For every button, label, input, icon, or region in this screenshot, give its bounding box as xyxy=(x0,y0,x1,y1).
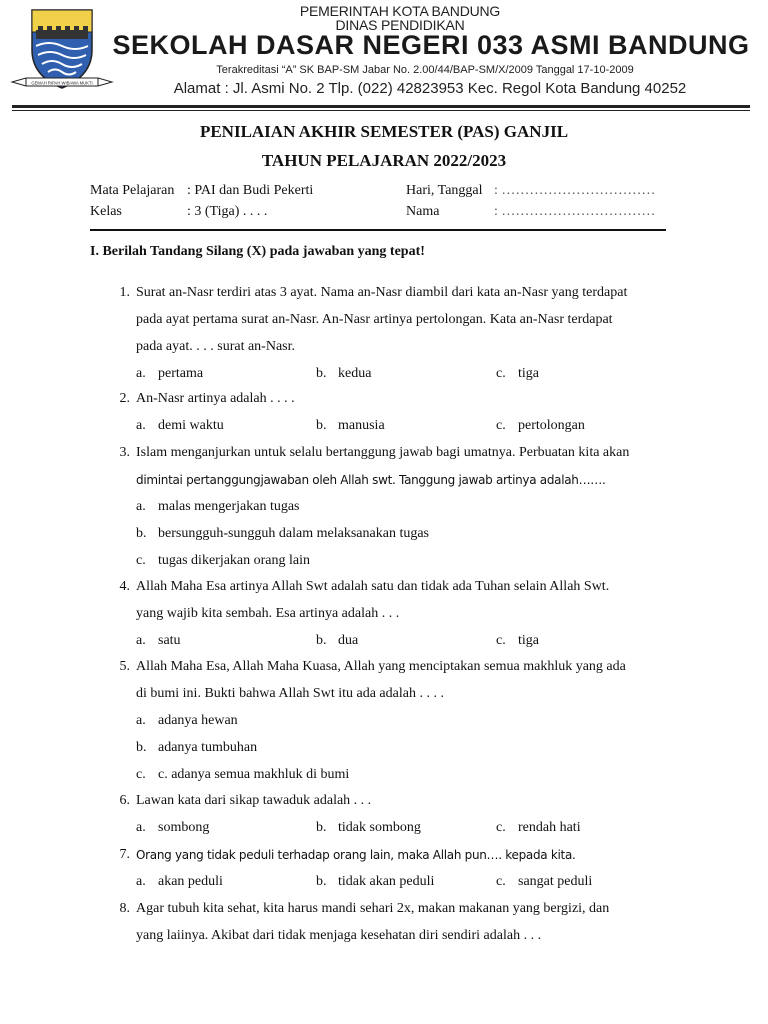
option-b: b. adanya tumbuhan xyxy=(136,740,258,755)
question-text-line: pada ayat pertama surat an-Nasr. An-Nasr artinya pertolongan. Kata an-Nasr terdapat xyxy=(136,312,613,327)
question-number: 5. xyxy=(119,659,130,674)
option-c: c. rendah hati xyxy=(496,820,581,835)
question-number: 2. xyxy=(119,391,130,406)
question-text-line: dimintai pertanggungjawaban oleh Allah swt. Tanggung jawab artinya adalah……. xyxy=(136,473,606,487)
option-b: b. bersungguh-sungguh dalam melaksanakan tugas xyxy=(136,526,429,541)
question-text-line: Orang yang tidak peduli terhadap orang lain, maka Allah pun…. kepada kita. xyxy=(136,848,576,862)
option-a: a. adanya hewan xyxy=(136,713,238,728)
question-text-line: Allah Maha Esa, Allah Maha Kuasa, Allah yang menciptakan semua makhluk yang ada xyxy=(136,659,626,674)
question-text-line: Allah Maha Esa artinya Allah Swt adalah satu dan tidak ada Tuhan selain Allah Swt. xyxy=(136,579,610,594)
subject-value: : PAI dan Budi Pekerti xyxy=(187,183,314,198)
option-a: a. akan peduli xyxy=(136,874,223,889)
question-text-line: di bumi ini. Bukti bahwa Allah Swt itu ada adalah . . . . xyxy=(136,686,444,701)
option-a: a. sombong xyxy=(136,820,210,835)
option-a: a. demi waktu xyxy=(136,418,224,433)
address-line: Alamat : Jl. Asmi No. 2 Tlp. (022) 42823953 Kec. Regol Kota Bandung 40252 xyxy=(173,80,687,97)
name-field: : …………………………… xyxy=(494,204,656,219)
question-text-line: Lawan kata dari sikap tawaduk adalah . . . xyxy=(136,793,372,808)
option-a: a. pertama xyxy=(136,366,204,381)
letterhead-rule-thick xyxy=(12,105,750,108)
question-text-line: pada ayat. . . . surat an-Nasr. xyxy=(136,339,295,354)
class-label: Kelas xyxy=(90,204,122,219)
government-name: PEMERINTAH KOTA BANDUNG xyxy=(299,3,501,19)
svg-text:GEMAH RIPAH WIBAWA MUKTI: GEMAH RIPAH WIBAWA MUKTI xyxy=(31,80,93,86)
option-c: c. tiga xyxy=(496,633,539,648)
day-date-field: : …………………………… xyxy=(494,183,656,198)
option-b: b. tidak sombong xyxy=(316,820,421,835)
option-a: a. malas mengerjakan tugas xyxy=(136,499,300,514)
question-text-line: yang laiinya. Akibat dari tidak menjaga kesehatan diri sendiri adalah . . . xyxy=(136,928,542,943)
question-text-line: yang wajib kita sembah. Esa artinya adalah . . . xyxy=(136,606,400,621)
option-c: c. tugas dikerjakan orang lain xyxy=(136,553,311,568)
question-number: 4. xyxy=(119,579,130,594)
subject-label: Mata Pelajaran xyxy=(90,183,175,198)
option-b: b. tidak akan peduli xyxy=(316,874,435,889)
option-b: b. kedua xyxy=(316,366,372,381)
header-divider xyxy=(90,229,666,231)
question-number: 6. xyxy=(119,793,130,808)
department-name: DINAS PENDIDIKAN xyxy=(335,17,465,33)
school-name: SEKOLAH DASAR NEGERI 033 ASMI BANDUNG xyxy=(112,30,750,60)
day-date-label: Hari, Tanggal xyxy=(406,183,483,198)
option-c: c. c. adanya semua makhluk di bumi xyxy=(136,767,350,782)
question-text-line: Islam menganjurkan untuk selalu bertanggung jawab bagi umatnya. Perbuatan kita akan xyxy=(136,445,630,460)
question-number: 3. xyxy=(119,445,130,460)
letterhead xyxy=(0,0,768,112)
letterhead-rule-thin xyxy=(12,110,750,111)
option-a: a. satu xyxy=(136,633,181,648)
name-label: Nama xyxy=(406,204,440,219)
accreditation-line: Terakreditasi “A” SK BAP-SM Jabar No. 2.00/44/BAP-SM/X/2009 Tanggal 17-10-2009 xyxy=(216,64,634,76)
question-text-line: An-Nasr artinya adalah . . . . xyxy=(136,391,295,406)
option-c: c. pertolongan xyxy=(496,418,585,433)
class-value: : 3 (Tiga) . . . . xyxy=(187,204,268,219)
question-number: 1. xyxy=(119,285,130,300)
option-b: b. manusia xyxy=(316,418,385,433)
option-c: c. tiga xyxy=(496,366,539,381)
section-instruction: I. Berilah Tandang Silang (X) pada jawaban yang tepat! xyxy=(90,244,425,259)
question-number: 7. xyxy=(119,847,130,862)
option-c: c. sangat peduli xyxy=(496,874,593,889)
question-text-line: Surat an-Nasr terdiri atas 3 ayat. Nama an-Nasr diambil dari kata an-Nasr yang terdapat xyxy=(136,285,628,300)
exam-title: PENILAIAN AKHIR SEMESTER (PAS) GANJIL xyxy=(199,122,569,141)
bandung-city-crest-logo xyxy=(10,6,114,98)
question-text-line: Agar tubuh kita sehat, kita harus mandi sehari 2x, makan makanan yang bergizi, dan xyxy=(136,901,610,916)
academic-year-title: TAHUN PELAJARAN 2022/2023 xyxy=(261,151,507,170)
question-number: 8. xyxy=(119,901,130,916)
option-b: b. dua xyxy=(316,633,359,648)
